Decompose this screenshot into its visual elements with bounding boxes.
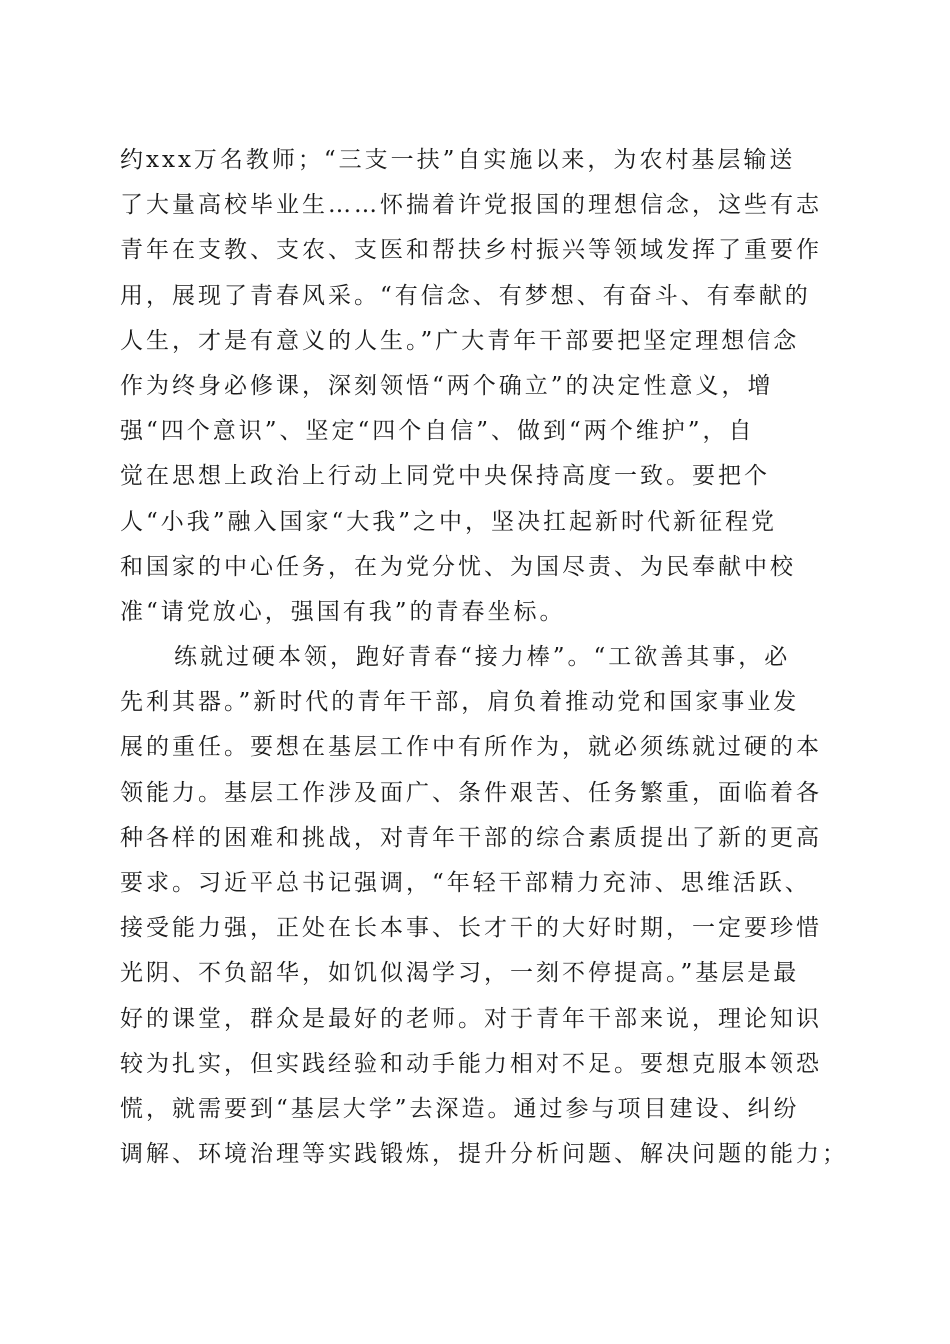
text-line: 调解、环境治理等实践锻炼，提升分析问题、解决问题的能力；: [120, 1141, 848, 1168]
text-line: 作为终身必修课，深刻领悟“两个确立”的决定性意义，增: [120, 372, 774, 399]
text-line: 约xxx万名教师；“三支一扶”自实施以来，为农村基层输送: [120, 147, 796, 173]
document-body: [120, 138, 848, 1177]
text-line: 准“请党放心，强国有我”的青春坐标。: [120, 598, 566, 625]
text-line: 强“四个意识”、坚定“四个自信”、做到“两个维护”，自: [120, 418, 755, 445]
text-line: 先利其器。”新时代的青年干部，肩负着推动党和国家事业发: [120, 689, 800, 716]
text-line: 接受能力强，正处在长本事、长才干的大好时期，一定要珍惜: [120, 915, 822, 942]
text-line: 青年在支教、支农、支医和帮扶乡村振兴等领域发挥了重要作: [120, 237, 822, 264]
text-line: 要求。习近平总书记强调，“年轻干部精力充沛、思维活跃、: [120, 870, 811, 896]
text-line: 和国家的中心任务，在为党分忧、为国尽责、为民奉献中校: [120, 553, 796, 580]
text-line: 人生，才是有意义的人生。”广大青年干部要把坚定理想信念: [120, 327, 800, 354]
text-line: 觉在思想上政治上行动上同党中央保持高度一致。要把个: [120, 463, 770, 490]
text-line: 展的重任。要想在基层工作中有所作为，就必须练就过硬的本: [120, 734, 822, 761]
paragraph-first-line: 练就过硬本领，跑好青春“接力棒”。“工欲善其事，必: [174, 644, 791, 671]
text-line: 慌，就需要到“基层大学”去深造。通过参与项目建设、纠纷: [120, 1095, 800, 1122]
text-line: 了大量高校毕业生……怀揣着许党报国的理想信念，这些有志: [120, 192, 822, 219]
text-line: 光阴、不负韶华，如饥似渴学习，一刻不停提高。”基层是最: [120, 960, 800, 987]
text-line: 领能力。基层工作涉及面广、条件艰苦、任务繁重，面临着各: [120, 779, 822, 806]
text-line: 好的课堂，群众是最好的老师。对于青年干部来说，理论知识: [120, 1005, 822, 1032]
text-line: 较为扎实，但实践经验和动手能力相对不足。要想克服本领恐: [120, 1050, 822, 1077]
text-line: 人“小我”融入国家“大我”之中，坚决扛起新时代新征程党: [120, 508, 778, 535]
text-line: 种各样的困难和挑战，对青年干部的综合素质提出了新的更高: [120, 824, 822, 851]
text-line: 用，展现了青春风采。“有信念、有梦想、有奋斗、有奉献的: [120, 282, 811, 309]
